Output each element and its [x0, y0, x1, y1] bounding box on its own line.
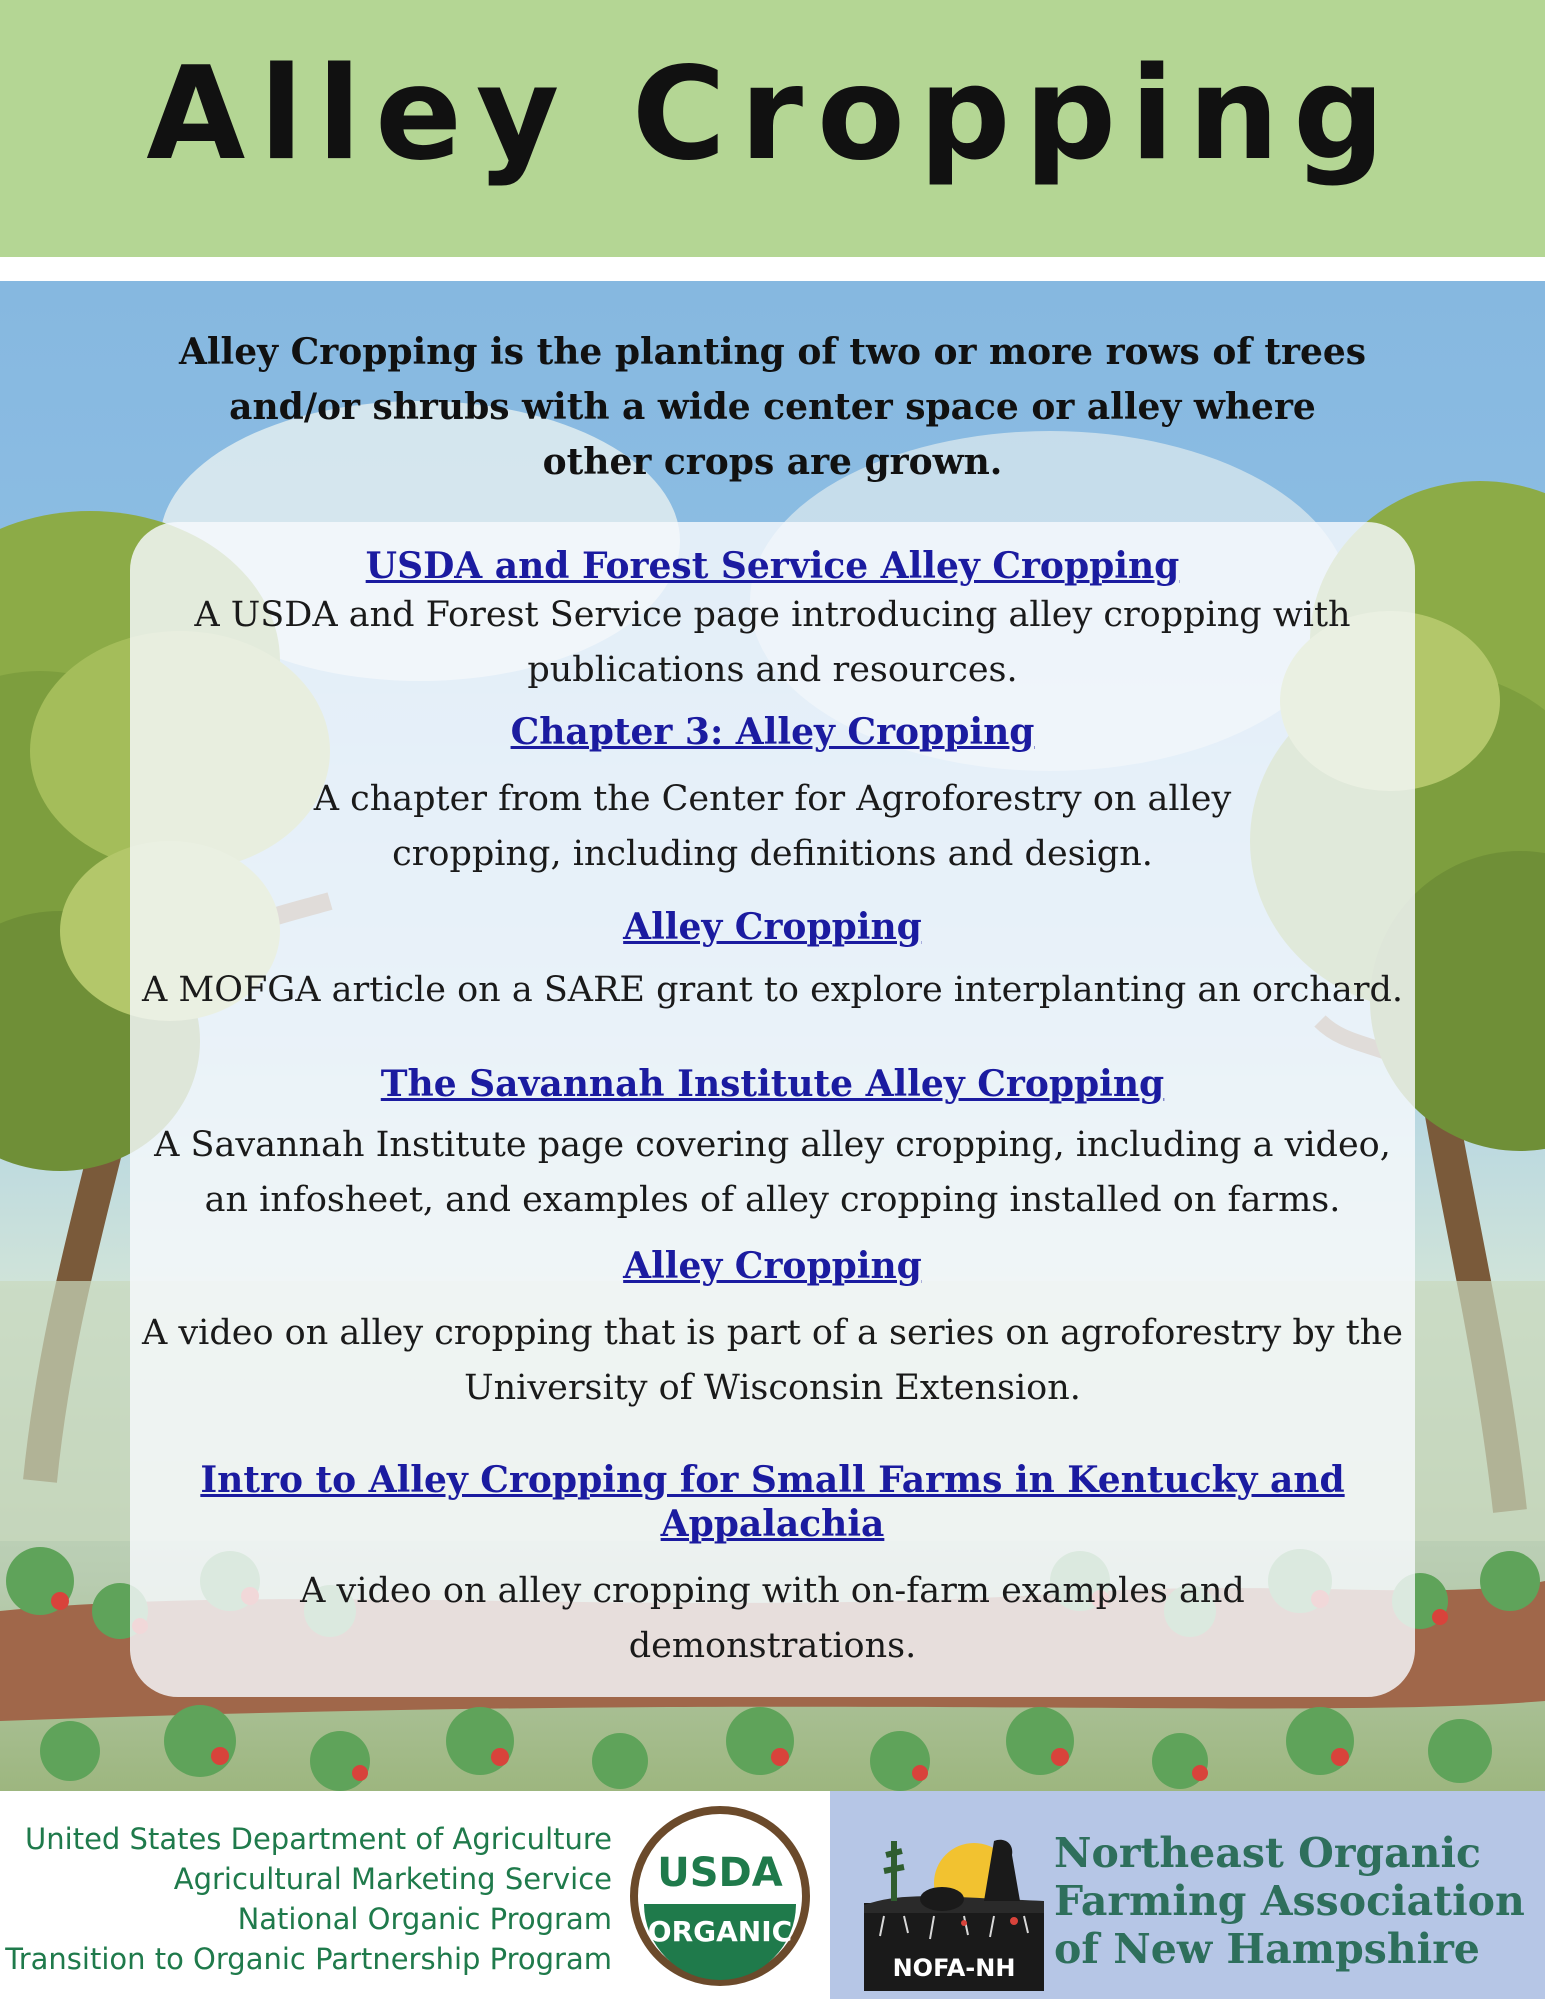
- intro-line: other crops are grown.: [542, 441, 1003, 483]
- intro-text: [120, 325, 1425, 490]
- nofa-footer: [830, 1791, 1545, 1999]
- usda-organic-seal-icon: [630, 1806, 810, 1986]
- seal-bottom-text: ORGANIC: [647, 1915, 793, 1948]
- usda-program-text: [5, 1819, 612, 1979]
- resource-description: A USDA and Forest Service page introducing alley cropping with: [194, 595, 1351, 635]
- resource-link[interactable]: Alley Cropping: [623, 1245, 922, 1287]
- resource-link[interactable]: Chapter 3: Alley Cropping: [510, 711, 1035, 753]
- resource-description: A Savannah Institute page covering alley cropping, including a video,: [154, 1125, 1391, 1165]
- nofa-badge-text: NOFA-NH: [892, 1954, 1016, 1982]
- resource-description: cropping, including definitions and design.: [392, 834, 1153, 874]
- resource-description: A video on alley cropping that is part of a series on agroforestry by the: [141, 1313, 1403, 1353]
- resource-description: A MOFGA article on a SARE grant to explore interplanting an orchard.: [142, 970, 1403, 1010]
- nofa-name-line: Farming Association: [1054, 1877, 1525, 1925]
- resource-kentucky-appalachia: [130, 1458, 1415, 1674]
- resource-link[interactable]: The Savannah Institute Alley Cropping: [380, 1063, 1165, 1105]
- intro-line: Alley Cropping is the planting of two or more rows of trees: [178, 331, 1367, 373]
- resource-description: an infosheet, and examples of alley cropping installed on farms.: [204, 1180, 1341, 1220]
- resource-card: [130, 522, 1415, 1697]
- resource-wisconsin-video: [130, 1244, 1415, 1416]
- page-title: Alley Cropping: [146, 40, 1399, 189]
- resource-description: University of Wisconsin Extension.: [464, 1368, 1081, 1408]
- resource-description: publications and resources.: [527, 650, 1018, 690]
- nofa-nh-logo-icon: [864, 1821, 1044, 1991]
- intro-line: and/or shrubs with a wide center space or alley where: [229, 386, 1316, 428]
- usda-line: National Organic Program: [237, 1902, 612, 1936]
- nofa-name-line: Northeast Organic: [1054, 1829, 1482, 1877]
- resource-description: A chapter from the Center for Agroforestry on alley: [313, 779, 1232, 819]
- nofa-name: [1054, 1829, 1525, 1973]
- page-header: [0, 0, 1545, 257]
- header-divider: [0, 257, 1545, 281]
- resource-link[interactable]: USDA and Forest Service Alley Cropping: [365, 545, 1180, 587]
- usda-line: Transition to Organic Partnership Program: [5, 1942, 612, 1976]
- seal-top-text: USDA: [657, 1850, 783, 1896]
- resource-usda-forest-service: [130, 544, 1415, 698]
- usda-footer: [0, 1791, 830, 1999]
- resource-savannah-institute: [130, 1062, 1415, 1228]
- usda-line: Agricultural Marketing Service: [173, 1862, 612, 1896]
- resource-description: A video on alley cropping with on-farm examples and: [300, 1571, 1245, 1611]
- resource-description: demonstrations.: [628, 1626, 917, 1666]
- resource-link[interactable]: Intro to Alley Cropping for Small Farms in Kentucky and Appalachia: [200, 1459, 1345, 1545]
- resource-link[interactable]: Alley Cropping: [623, 906, 922, 948]
- resource-mofga: [130, 905, 1415, 1018]
- nofa-name-line: of New Hampshire: [1054, 1925, 1480, 1973]
- resource-chapter-3: [130, 710, 1415, 882]
- usda-line: United States Department of Agriculture: [25, 1822, 612, 1856]
